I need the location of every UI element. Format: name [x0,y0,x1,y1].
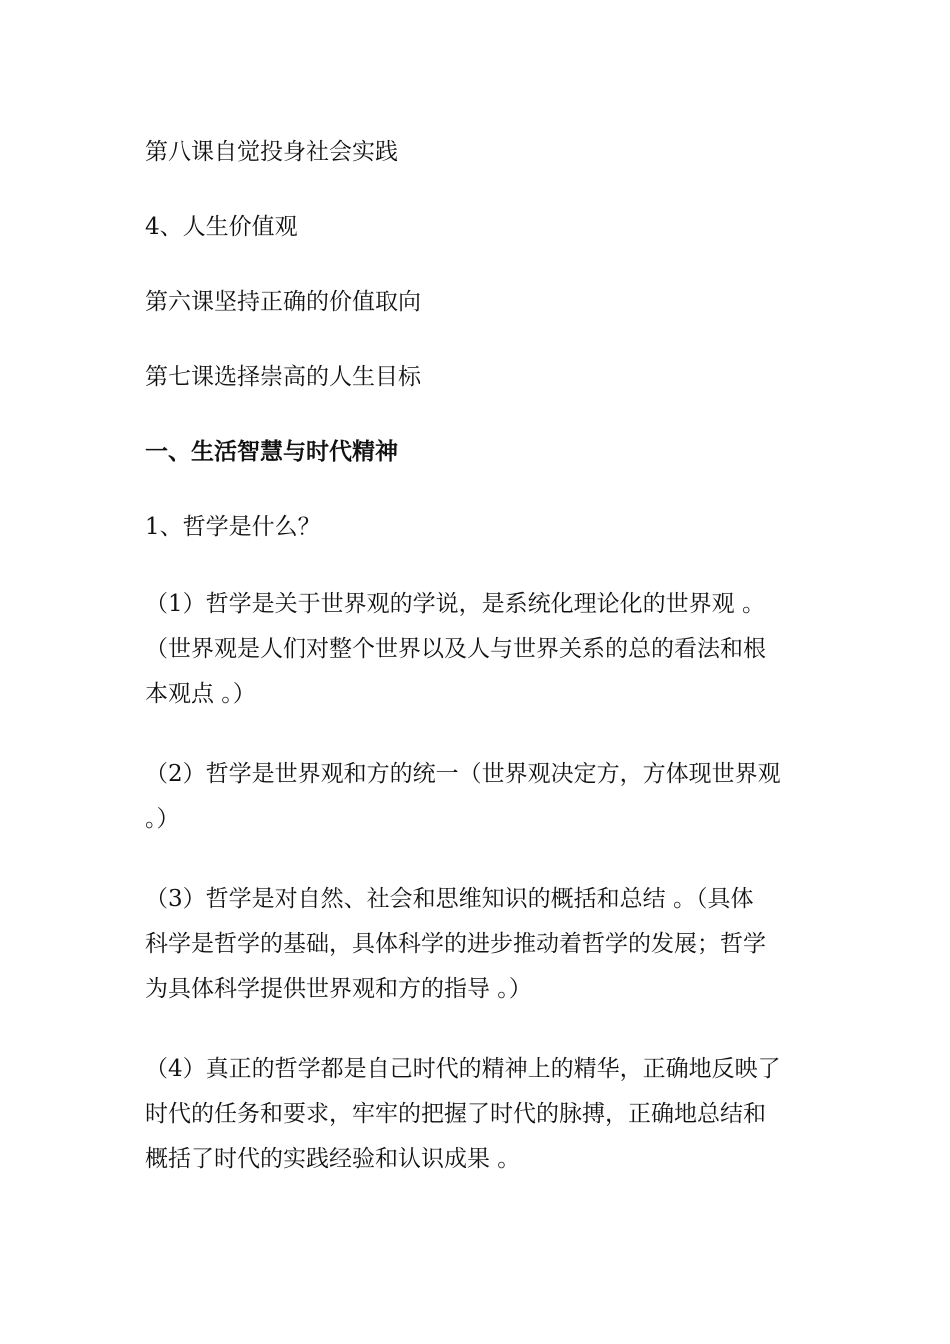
section-4-line: 4、人生价值观 [145,214,298,240]
paragraph-1 [145,582,810,717]
lesson-7-line: 第七课选择崇高的人生目标 [145,364,421,390]
question-line: 1、哲学是什么？ [145,514,321,540]
paragraph-2 [145,752,810,842]
paragraph-2-line-2: 。） [145,806,180,832]
document-content [145,132,810,1217]
chapter-heading: 一、生活智慧与时代精神 [145,439,398,465]
paragraph-4-line-2: 时代的任务和要求，牢牢的把握了时代的脉搏，正确地总结和 [145,1101,766,1127]
paragraph-3-line-1: （3）哲学是对自然、社会和思维知识的概括和总结 。（具体 [145,886,754,912]
paragraph-3-line-3: 为具体科学提供世界观和方的指导 。） [145,976,532,1002]
paragraph-4 [145,1047,810,1182]
paragraph-2-line-1: （2）哲学是世界观和方的统一（世界观决定方，方体现世界观 [145,761,781,787]
paragraph-1-line-1: （1）哲学是关于世界观的学说，是系统化理论化的世界观 。 [145,591,765,617]
lesson-8-line: 第八课自觉投身社会实践 [145,139,398,165]
paragraph-1-line-2: （世界观是人们对整个世界以及人与世界关系的总的看法和根 [145,636,766,662]
paragraph-4-line-3: 概括了时代的实践经验和认识成果 。 [145,1146,521,1172]
paragraph-3-line-2: 科学是哲学的基础，具体科学的进步推动着哲学的发展；哲学 [145,931,766,957]
paragraph-1-line-3: 本观点 。） [145,681,256,707]
paragraph-3 [145,877,810,1012]
lesson-6-line: 第六课坚持正确的价值取向 [145,289,421,315]
paragraph-4-line-1: （4）真正的哲学都是自己时代的精神上的精华，正确地反映了 [145,1056,781,1082]
